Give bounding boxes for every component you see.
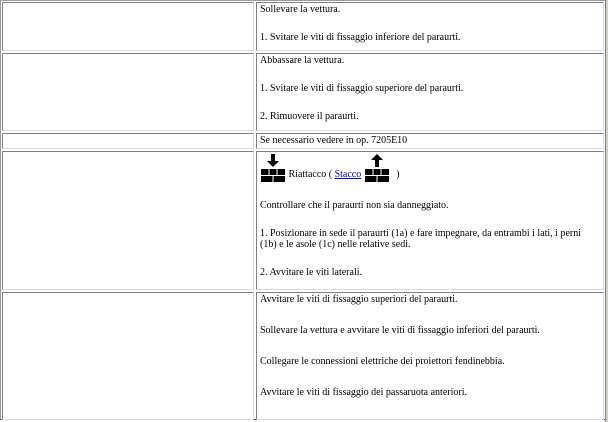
step-text: Controllare che il paraurti non sia danneggiato. bbox=[260, 200, 449, 211]
step-text: Abbassare la vettura. bbox=[260, 55, 345, 66]
step-text: Sollevare la vettura. bbox=[260, 4, 341, 15]
step-text: 1. Posizionare in sede il paraurti (1a) e fare impegnare, da entrambi i lati, i perni (1b) e le asole (1c) nelle relative sedi. bbox=[260, 228, 581, 250]
step-cell bbox=[256, 2, 604, 51]
step-cell bbox=[256, 151, 604, 290]
step-cell bbox=[256, 53, 604, 131]
table-row bbox=[2, 151, 604, 290]
attach-label: Riattacco ( bbox=[288, 169, 333, 180]
table-row bbox=[2, 292, 604, 420]
step-text: 2. Avvitare le viti laterali. bbox=[260, 267, 363, 278]
step-text: 2. Rimuovere il paraurti. bbox=[260, 111, 359, 122]
attach-detach-line bbox=[260, 154, 600, 182]
step-cell bbox=[256, 133, 604, 149]
step-text: Collegare le connessioni elettriche dei proiettori fendinebbia. bbox=[260, 356, 505, 367]
step-text: Sollevare la vettura e avvitare le viti di fissaggio inferiori del paraurti. bbox=[260, 325, 540, 336]
step-cell-empty bbox=[2, 133, 254, 149]
step-text: Avvitare le viti di fissaggio superiori del paraurti. bbox=[260, 294, 458, 305]
step-cell-empty bbox=[2, 151, 254, 290]
step-cell-empty bbox=[2, 292, 254, 420]
step-text: Avvitare le viti di fissaggio dei passaruota anteriori. bbox=[260, 387, 467, 398]
close-paren: ) bbox=[396, 169, 400, 180]
step-text: 1. Svitare le viti di fissaggio superiore del paraurti. bbox=[260, 83, 464, 94]
step-cell-empty bbox=[2, 53, 254, 131]
step-text: Se necessario vedere in op. 7205E10 bbox=[260, 135, 408, 146]
table-row bbox=[2, 2, 604, 51]
step-cell-empty bbox=[2, 2, 254, 51]
arrow-up-out-of-block-icon[interactable] bbox=[364, 154, 390, 182]
detach-link[interactable]: Stacco bbox=[334, 169, 362, 180]
table-row bbox=[2, 133, 604, 149]
step-cell bbox=[256, 292, 604, 420]
step-text: 1. Svitare le viti di fissaggio inferiore del paraurti. bbox=[260, 32, 461, 43]
table-row bbox=[2, 53, 604, 131]
arrow-down-into-block-icon bbox=[260, 154, 286, 182]
